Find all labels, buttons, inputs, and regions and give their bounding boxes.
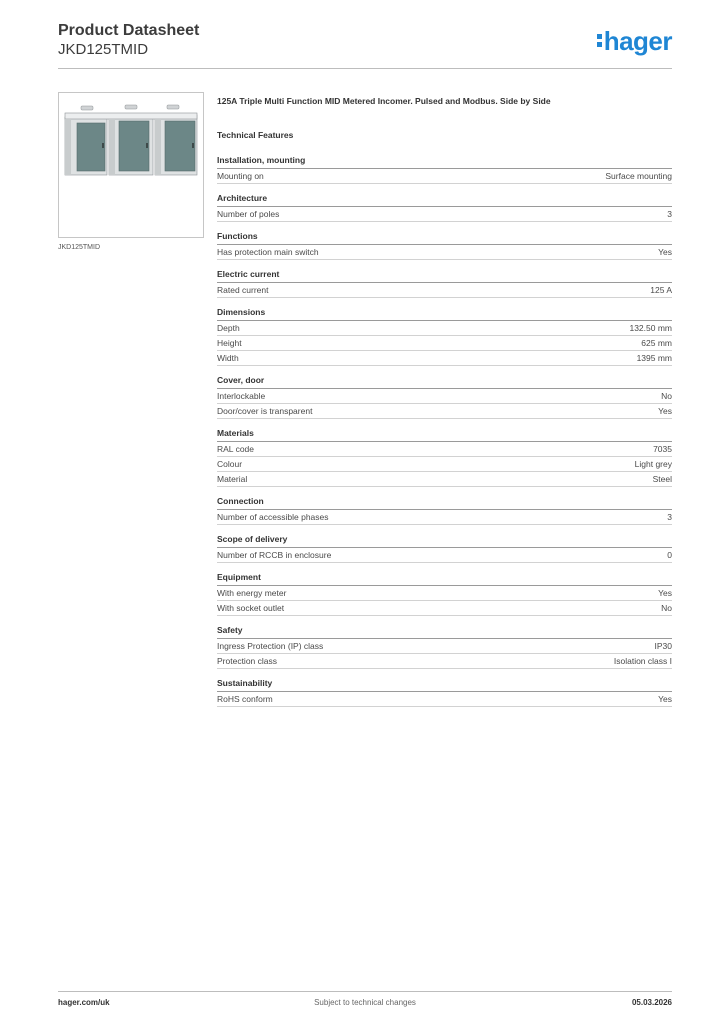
feature-row bbox=[217, 654, 672, 669]
product-description: 125A Triple Multi Function MID Metered Incomer. Pulsed and Modbus. Side by Side bbox=[217, 96, 551, 106]
feature-label: Has protection main switch bbox=[217, 247, 319, 257]
feature-value: 7035 bbox=[653, 444, 672, 454]
feature-group bbox=[217, 307, 672, 366]
feature-groups bbox=[217, 155, 672, 707]
product-image bbox=[58, 92, 204, 238]
feature-group bbox=[217, 572, 672, 616]
footer-divider bbox=[58, 991, 672, 992]
feature-label: Colour bbox=[217, 459, 243, 469]
feature-value: 625 mm bbox=[641, 338, 672, 348]
logo-text: hager bbox=[603, 26, 672, 56]
feature-value: Yes bbox=[658, 588, 672, 598]
feature-group-title: Architecture bbox=[217, 193, 672, 207]
feature-value: 125 A bbox=[650, 285, 672, 295]
feature-label: RoHS conform bbox=[217, 694, 273, 704]
feature-group-title: Sustainability bbox=[217, 678, 672, 692]
feature-value: Steel bbox=[652, 474, 672, 484]
feature-value: Isolation class I bbox=[613, 656, 672, 666]
feature-row bbox=[217, 245, 672, 260]
feature-label: Number of accessible phases bbox=[217, 512, 329, 522]
feature-group-title: Electric current bbox=[217, 269, 672, 283]
feature-group bbox=[217, 678, 672, 707]
feature-row bbox=[217, 351, 672, 366]
feature-group-title: Scope of delivery bbox=[217, 534, 672, 548]
feature-row bbox=[217, 586, 672, 601]
feature-row bbox=[217, 321, 672, 336]
feature-row bbox=[217, 457, 672, 472]
technical-content bbox=[217, 96, 672, 716]
feature-row bbox=[217, 336, 672, 351]
feature-value: Yes bbox=[658, 694, 672, 704]
feature-group-title: Dimensions bbox=[217, 307, 672, 321]
feature-row bbox=[217, 601, 672, 616]
feature-group-title: Installation, mounting bbox=[217, 155, 672, 169]
feature-row bbox=[217, 389, 672, 404]
feature-label: Material bbox=[217, 474, 248, 484]
feature-label: Ingress Protection (IP) class bbox=[217, 641, 324, 651]
feature-label: Protection class bbox=[217, 656, 277, 666]
feature-group-title: Safety bbox=[217, 625, 672, 639]
feature-value: 0 bbox=[667, 550, 672, 560]
feature-group bbox=[217, 534, 672, 563]
product-code: JKD125TMID bbox=[58, 41, 149, 58]
feature-label: Width bbox=[217, 353, 239, 363]
feature-value: 3 bbox=[667, 209, 672, 219]
feature-value: Yes bbox=[658, 406, 672, 416]
feature-value: Surface mounting bbox=[605, 171, 672, 181]
feature-label: RAL code bbox=[217, 444, 255, 454]
feature-row bbox=[217, 639, 672, 654]
feature-value: No bbox=[661, 603, 672, 613]
feature-group bbox=[217, 375, 672, 419]
feature-label: Door/cover is transparent bbox=[217, 406, 313, 416]
feature-label: With socket outlet bbox=[217, 603, 285, 613]
feature-group-title: Materials bbox=[217, 428, 672, 442]
feature-group-title: Connection bbox=[217, 496, 672, 510]
feature-group bbox=[217, 269, 672, 298]
feature-value: 1395 mm bbox=[636, 353, 672, 363]
footer-website: hager.com/uk bbox=[58, 998, 110, 1007]
logo-colon-icon bbox=[597, 29, 603, 49]
feature-value: 3 bbox=[667, 512, 672, 522]
image-caption: JKD125TMID bbox=[58, 244, 101, 251]
feature-value: Yes bbox=[658, 247, 672, 257]
feature-row bbox=[217, 692, 672, 707]
feature-value: 132.50 mm bbox=[629, 323, 672, 333]
feature-group-title: Functions bbox=[217, 231, 672, 245]
feature-label: Number of poles bbox=[217, 209, 280, 219]
feature-group bbox=[217, 231, 672, 260]
feature-label: Mounting on bbox=[217, 171, 264, 181]
hager-logo bbox=[597, 26, 672, 57]
document-title: Product Datasheet bbox=[58, 22, 200, 39]
feature-row bbox=[217, 404, 672, 419]
feature-label: Height bbox=[217, 338, 242, 348]
feature-label: Number of RCCB in enclosure bbox=[217, 550, 332, 560]
footer-note: Subject to technical changes bbox=[314, 998, 416, 1007]
feature-group bbox=[217, 193, 672, 222]
footer-date: 05.03.2026 bbox=[631, 998, 672, 1007]
feature-label: Interlockable bbox=[217, 391, 266, 401]
feature-group bbox=[217, 625, 672, 669]
feature-row bbox=[217, 472, 672, 487]
feature-row bbox=[217, 207, 672, 222]
feature-label: Rated current bbox=[217, 285, 269, 295]
feature-row bbox=[217, 442, 672, 457]
page-footer bbox=[58, 998, 672, 1012]
feature-value: IP30 bbox=[654, 641, 672, 651]
feature-group bbox=[217, 496, 672, 525]
feature-row bbox=[217, 169, 672, 184]
header-divider bbox=[58, 68, 672, 69]
feature-label: Depth bbox=[217, 323, 240, 333]
feature-value: Light grey bbox=[634, 459, 672, 469]
feature-row bbox=[217, 548, 672, 563]
feature-value: No bbox=[661, 391, 672, 401]
enclosure-illustration bbox=[59, 93, 203, 237]
page-header bbox=[58, 20, 672, 70]
feature-group bbox=[217, 428, 672, 487]
feature-row bbox=[217, 283, 672, 298]
feature-group-title: Equipment bbox=[217, 572, 672, 586]
feature-row bbox=[217, 510, 672, 525]
feature-label: With energy meter bbox=[217, 588, 287, 598]
feature-group bbox=[217, 155, 672, 184]
feature-group-title: Cover, door bbox=[217, 375, 672, 389]
technical-features-heading: Technical Features bbox=[217, 130, 294, 140]
